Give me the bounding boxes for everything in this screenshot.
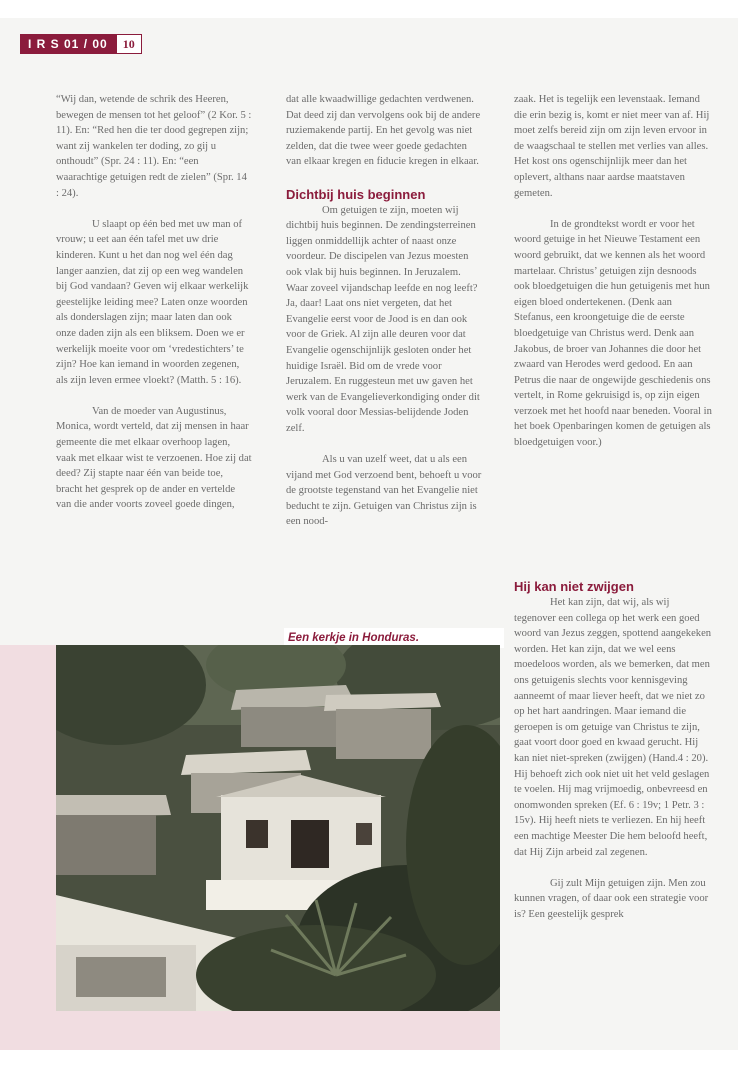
col2-paragraph-3: Als u van uzelf weet, dat u als een vijand met God verzoend bent, behoeft u voor de grootste tegenstand van het Evangelie niet beducht te zijn. Getuigen van Christus zijn is een nood- <box>286 454 482 528</box>
section-heading-zwijgen: Hij kan niet zwijgen <box>514 579 634 594</box>
column-2 <box>286 92 482 546</box>
col3-paragraph-1: zaak. Het is tegelijk een levenstaak. Iemand die erin bezig is, komt er niet meer van af. Hij moet zelfs bereid zijn om zijn leven ervoor in de waagschaal te stellen met verlies van alles. Het kost ons ogenschijnlijk meer dan het oplevert, althans naar aardse maatstaven gemeten. <box>514 94 710 199</box>
page-number: 10 <box>116 34 142 54</box>
col1-paragraph-2: U slaapt op één bed met uw man of vrouw; u eet aan één tafel met uw drie kinderen. Kunt u het dan nog wel één dag langer aanzien, dat zij op een weg wandelen bij God vandaan? Geven wij elkaar werkelijk geestelijke leiding mee? Laten onze woorden als donderslagen zijn; maar laten dan ook onze daden zijn als een bliksem. Doen we er werkelijk moeite voor om ‘vredestichters’ te zijn? Hoe kan iemand in woorden zegenen, als zijn leven ermee vloekt? (Matth. 5 : 16). <box>56 218 249 386</box>
photo-caption: Een kerkje in Honduras. <box>284 628 504 648</box>
col3-paragraph-4: Gij zult Mijn getuigen zijn. Men zou kunnen vragen, of daar ook een strategie voor is? Een geestelijk gesprek <box>514 877 709 920</box>
column-1 <box>56 92 252 529</box>
page-header <box>20 34 142 54</box>
column-3 <box>514 92 712 466</box>
church-photo-illustration <box>56 645 500 1011</box>
column-3-continued <box>514 578 712 938</box>
issue-tag: I R S 01 / 00 <box>20 34 116 54</box>
col1-paragraph-1: “Wij dan, wetende de schrik des Heeren, bewegen de mensen tot het geloof” (2 Kor. 5 : 11). En: “Red hen die ter dood gegrepen zijn; want zij wankelen ter doding, zo gij u onthoudt” (Spr. 24 : 11). En: “een waarachtige getuigen redt de zielen” (Spr. 14 : 24). <box>56 94 252 199</box>
col3-paragraph-3: Het kan zijn, dat wij, als wij tegenover een collega op het werk een goed woord van Jezus zeggen, spottend aangekeken worden. Het kan zijn, dat we wel eens moedeloos worden, als we bemerken, dat men ons getuigenis slechts voor kennisgeving aanneemt of maar liever heeft, dat we niet zo op het hart aandringen. Maar iemand die geroepen is om getuige van Christus te zijn, gaat voort door goed en kwaad gerucht. Hij kan niet niet-spreken (zwijgen) (Hand.4 : 20). Hij behoeft zich ook niet uit het veld geslagen te voelen. Hij mag vrijmoedig, onbevreesd en onomwonden spreken (Ef. 6 : 19v; 1 Petr. 3 : 15v). Hij heeft niets te verliezen. En hij heeft een machtige Meester Die hem beloofd heeft, dat Hij Zijn arbeid zal zegenen. <box>514 597 712 858</box>
col2-paragraph-1: dat alle kwaadwillige gedachten verdwenen. Dat deed zij dan vervolgens ook bij de andere ruziemakende partij. En het gevolg was niet zelden, dat die twee weer goede gedachten van elkaar kregen en fiducie kregen in elkaar. <box>286 94 481 168</box>
col3-paragraph-2: In de grondtekst wordt er voor het woord getuige in het Nieuwe Testament een woord gebruikt, dat we kennen als het woord martelaar. Christus’ getuigen zijn desnoods ook bloedgetuigen die hun getuigenis met hun eigen bloed ondertekenen. (Denk aan Stefanus, een kroongetuige die de eerste bloedgetuige van Christus werd. Denk aan Jakobus, de broer van Johannes die door het zwaard van Herodes werd gedood. En aan Petrus die naar de ongewijde geschiedenis ons vertelt, in Rome gekruisigd is, op zijn eigen verzoek met het hoofd naar beneden. Vooral in het boek Openbaringen komen de getuigen als bloedgetuigen voor.) <box>514 218 712 449</box>
col2-paragraph-2: Om getuigen te zijn, moeten wij dichtbij huis beginnen. De zendingsterreinen liggen onmiddellijk achter of naast onze voordeur. De discipelen van Jezus moesten ook vlak bij huis beginnen. In Jeruzalem. Waar zoveel vijandschap leefde en nog leeft? Ja, daar! Laat ons niet vergeten, dat het Evangelie eerst voor de Jood is en dan ook voor de Griek. Al zijn alle deuren voor dat Evangelie ogenschijnlijk gesloten onder het huidige Israël. Bid om de vrede voor Jeruzalem. En ruggesteun met uw gaven het werk van de Evangelieverkondiging onder dit volk vooral door Messias-belijdende Joden zelf. <box>286 204 480 434</box>
church-photo <box>56 645 500 1011</box>
section-heading-dichtbij: Dichtbij huis beginnen <box>286 186 426 202</box>
col1-paragraph-3: Van de moeder van Augustinus, Monica, wordt verteld, dat zij mensen in haar gemeente die met elkaar overhoop lagen, vaak met elkaar wist te verzoenen. Hoe zij dat deed? Zij stapte naar één van beide toe, bracht het gesprek op de ander en vertelde van die ander voorts zoveel goede dingen, <box>56 405 252 511</box>
